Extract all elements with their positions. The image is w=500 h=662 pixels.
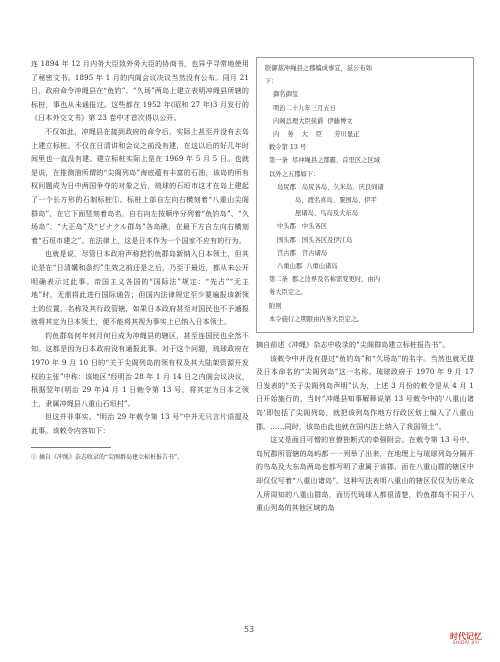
left-paragraph-4: 钓鱼群岛何年何月何日成为冲绳县的辖区，甚至连国民也全然不知。这都是因为日本政府没有通报此事。对于这个问题，琉球政府在 1970 年 9 月 10 日的“关于尖阁列岛的领有权及其大陆架资源开发权的主张”中称：该地区“经明治 28 年 1 月 14 日之内阁会议决议，根据翌年(明治 29 年)4 月 1 日勅令第 13 号，将其定为日本之领土，隶属冲绳县八重山石垣村”。 <box>31 331 249 408</box>
decree-line: 下： <box>265 78 278 86</box>
decree-line: 务大臣定之。 <box>265 289 307 297</box>
decree-line: 御名御玺 <box>265 91 299 99</box>
left-paragraph-1: 连 1894 年 12 月内务大臣致外务大臣的协商书，也异乎寻常地使用了秘密文书。1895 年 1 月的内阁会议决议当然没有公布。同月 21 日，政府命令冲绳县在“鱼钓”、“久场”两岛上建立表明冲绳县所辖的标桩，事也从未通报过。这些都在 1952 年(昭和 27 年)3 月发行的《日本外交文书》第 23 卷中才首次得以公开。 <box>31 60 249 123</box>
brand-name-en: SHIDAI JIYI <box>452 641 480 646</box>
decree-line: 宫古郡 宫古诸岛 <box>265 249 328 257</box>
decree-line: 以外之五郡如下： <box>265 170 320 178</box>
footnote-divider <box>31 447 111 448</box>
brand-logo <box>436 632 496 647</box>
decree-line: 中头郡 中头各区 <box>265 223 328 231</box>
decree-line: 八重山郡 八重山诸岛 <box>265 263 338 271</box>
decree-line: 岛尻郡 岛尻各岛、久米岛、庆良间诸 <box>265 183 384 191</box>
decree-line: 敕令第 13 号 <box>265 144 307 152</box>
decree-line: 朕御裁冲绳县之郡编成事宜，兹公布如 <box>265 65 373 72</box>
decree-line: 附则 <box>265 302 282 310</box>
decree-line: 内 务 大 臣 芳川显正 <box>265 131 360 139</box>
decree-line: 内阁总理大臣侯爵 伊藤博文 <box>265 117 353 125</box>
page-number: 53 <box>244 625 255 634</box>
left-column <box>31 58 249 463</box>
decree-line: 明治二十九年三月五日 <box>265 104 336 112</box>
decree-line: 第一条 尽冲绳县之那霸、首里区之区域 <box>265 157 381 165</box>
left-paragraph-2: 不仅如此，冲绳县在接到政府的命令后，实际上甚至并没有去岛上建立标桩。不仅在日清讲和会议之前没有建，在这以后的好几年时间里也一直没有建。建立标桩实际上是在 1969 年 5 月 5 日。也就是说，在推测油所谓的“尖阁列岛”海底蕴有丰富的石油，该岛的所有权问题成为日中两国争夺的对象之后，琉球的石垣市这才在岛上建起了一个长方形的石制标桩①。标桩上部自左向右横刻着“八重山尖阁群岛”，在它下面竖刻着岛名，自右向左按顺序分列着“鱼钓岛”、“久场岛”、“大正岛”及“ピナクル群岛”各岛礁，在最下方自左向右横刻着“石垣市建之”。在法律上，这是日本作为一个国家不应有的行为。 <box>31 127 249 245</box>
right-paragraph-2: 该敕令中并没有提过“鱼钓岛”和“久场岛”的名字。当然也就无提及日本命名的“尖阁列岛”这一名称。琉球政府于 1970 年 9 月 17 日发表的“关于尖阁列岛声明”认为，上述 3 月份的敕令是从 4 月 1 日开始施行的，当时“冲绳县知事解释说第 13 号敕令中的‘八重山诸岛’即包括了尖阁列岛，就把该列岛作地方行政区划上编入了八重山郡。……同时，该岛由此也就在国内法上纳入了我国领土”。 <box>256 354 474 431</box>
decree-line: 本令施行之期限由内务大臣定之。 <box>265 315 364 323</box>
right-column <box>256 57 474 516</box>
right-paragraph-1: 摘自前述《冲绳》杂志中收录的“尖阁群岛建立标桩报告书”。 <box>256 341 450 350</box>
left-paragraph-3: 也就是说，尽管日本政府声称把钓鱼群岛新纳入日本领土，但其论是在“日清媾和条约”生效之前还是之后，乃至于最近，都从未公开明确表示过此事。帝国主义各国的“国际法”规定：“先占”“无主地”时，无需将此进行国际通告；但国内法律规定至少要遍报该新领土的位置、名称及其行政管辖，如果日本政府甚至对国民也不予通报就将其定为日本领土，便不能将其视为事实上已纳入日本领土。 <box>31 250 249 327</box>
brand-name-zh: 时代记忆 <box>450 632 482 641</box>
right-paragraph-3: 这又是面目可憎的官僚独断式的牵强附会。在敕令第 13 号中，岛尻郡所管辖的岛屿都一一列举了出来，在地理上与琉球列岛分隔开的鸟岛及大东岛两岛也都写明了隶属于该郡，而在八重山郡的辖区中却仅仅写着“八重山诸岛”。这种写法表明八重山的辖区仅仅为历来众人所周知的八重山群岛，而历代琉球人都很清楚，钓鱼群岛不同于八重山列岛的其他区域的岛 <box>256 436 474 513</box>
decree-box <box>256 57 474 333</box>
decree-line: 国头郡 国头各区及伊江岛 <box>265 236 353 244</box>
decree-line: 屋诸岛、鸟岛及大东岛 <box>265 210 358 218</box>
footnote: ① 摘自《冲绳》杂志收录的“尖阁群岛建立标桩报告书”。 <box>31 453 184 461</box>
decree-line: 岛、渡名喜岛、粟国岛、伊平 <box>265 197 377 205</box>
decree-line: 第二条 郡之边界及名称需变更时，由内 <box>265 276 381 284</box>
left-paragraph-5: 但这并非事实。“明治 29 年敕令第 13 号”中并无只言片语提及此事。该敕令内容如下： <box>31 413 249 436</box>
